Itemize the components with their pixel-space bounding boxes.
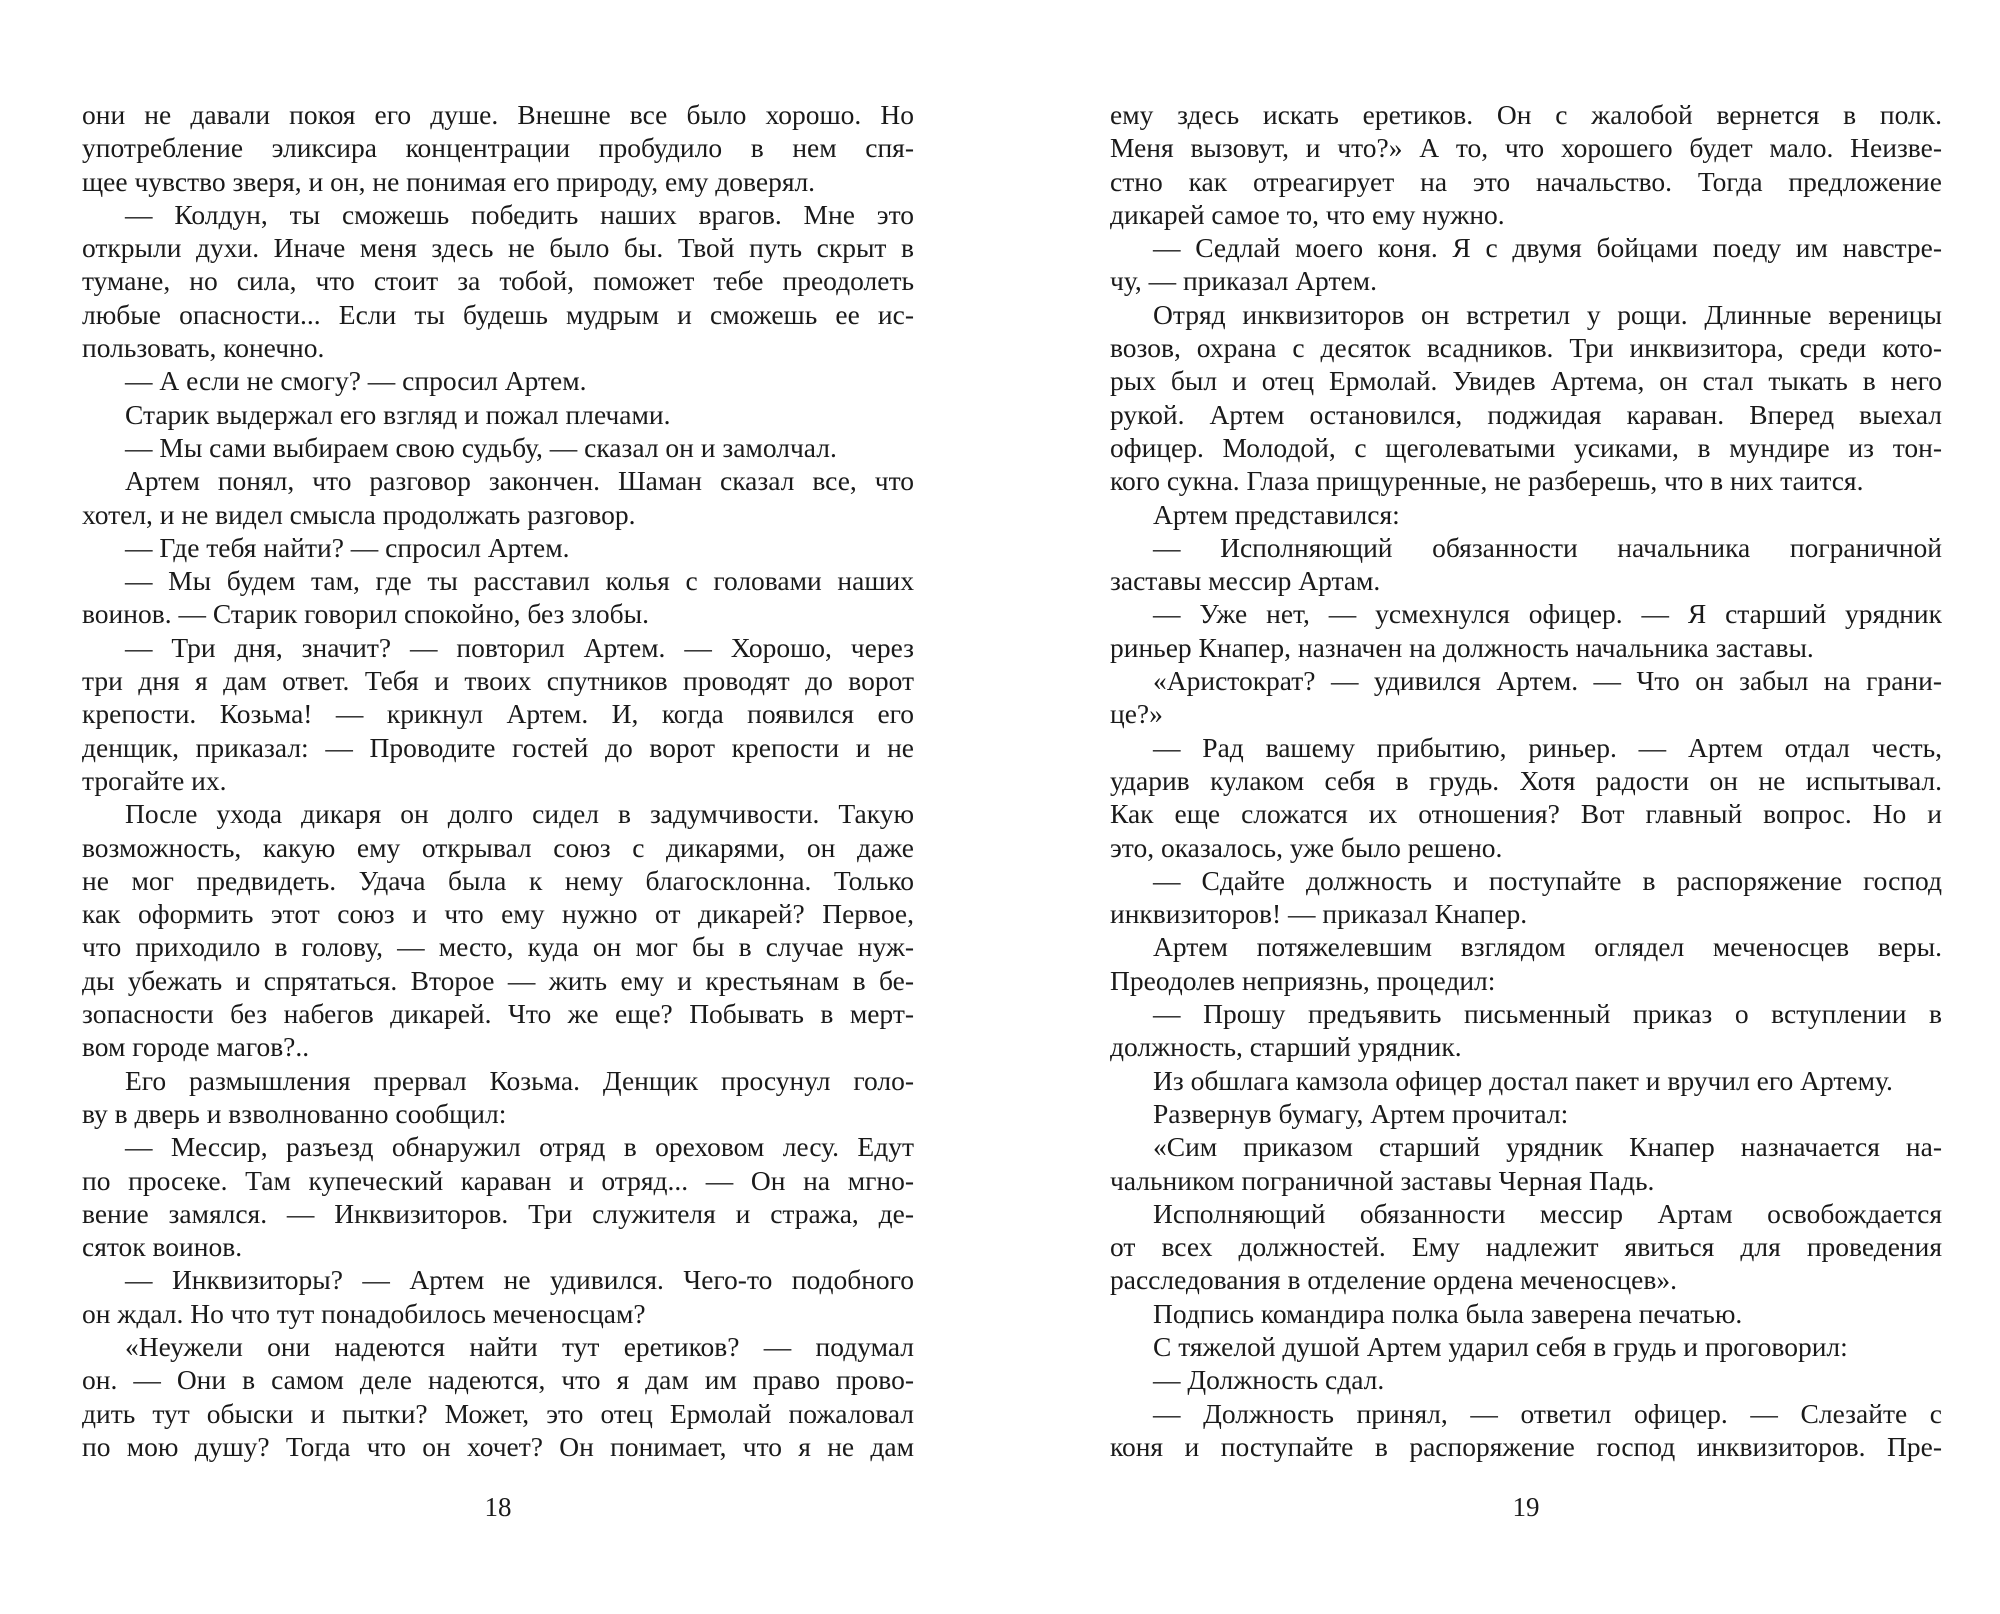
text-line: воинов. — Старик говорил спокойно, без злобы. <box>82 598 649 630</box>
text-line: Как еще сложатся их отношения? Вот главный вопрос. Но и <box>1110 798 1942 830</box>
text-line: любые опасности... Если ты будешь мудрым и сможешь ее ис- <box>82 298 914 330</box>
text-line: открыли духи. Иначе меня здесь не было бы. Твой путь скрыт в <box>82 232 914 264</box>
text-line: хотел, и не видел смысла продолжать разговор. <box>82 498 636 530</box>
text-line: ему здесь искать еретиков. Он с жалобой вернется в полк. <box>1110 99 1942 130</box>
text-line: инквизиторов! — приказал Кнапер. <box>1110 898 1528 930</box>
text-line: — Мессир, разъезд обнаружил отряд в ореховом лесу. Едут <box>125 1131 914 1163</box>
text-line: это, оказалось, уже было решено. <box>1110 831 1503 863</box>
text-line: — Сдайте должность и поступайте в распоряжение господ <box>1153 864 1942 896</box>
text-line: — Должность принял, — ответил офицер. — Слезайте с <box>1153 1397 1942 1429</box>
text-line: дить тут обыски и пытки? Может, это отец Ермолай пожаловал <box>82 1397 914 1429</box>
text-line: он ждал. Но что тут понадобилось меченосцам? <box>82 1297 646 1329</box>
text-line: вение замялся. — Инквизиторов. Три служителя и стража, де- <box>82 1197 914 1229</box>
text-line: расследования в отделение ордена меченосцев». <box>1110 1264 1677 1296</box>
text-line: возможность, какую ему открывал союз с дикарями, он даже <box>82 831 914 863</box>
text-line: Из обшлага камзола офицер достал пакет и вручил его Артему. <box>1153 1064 1893 1096</box>
text-line: как оформить этот союз и что ему нужно от дикарей? Первое, <box>82 898 914 930</box>
left-page-text <box>82 98 914 1463</box>
text-line: заставы мессир Артам. <box>1110 565 1381 597</box>
text-line: сяток воинов. <box>82 1231 243 1263</box>
text-line: пользовать, конечно. <box>82 332 325 364</box>
text-line: риньер Кнапер, назначен на должность начальника заставы. <box>1110 631 1814 663</box>
text-line: С тяжелой душой Артем ударил себя в грудь и проговорил: <box>1153 1330 1848 1362</box>
text-line: должность, старший урядник. <box>1110 1031 1462 1063</box>
text-line: дикарей самое то, что ему нужно. <box>1110 198 1505 230</box>
text-line: Преодолев неприязнь, процедил: <box>1110 964 1496 996</box>
text-line: зопасности без набегов дикарей. Что же еще? Побывать в мерт- <box>82 998 914 1030</box>
text-line: чальником пограничной заставы Черная Падь. <box>1110 1164 1655 1196</box>
text-line: — Три дня, значит? — повторил Артем. — Хорошо, через <box>125 631 914 663</box>
text-line: три дня я дам ответ. Тебя и твоих спутников проводят до ворот <box>82 665 914 697</box>
text-line: трогайте их. <box>82 764 227 796</box>
text-line: — Седлай моего коня. Я с двумя бойцами поеду им навстре- <box>1153 232 1942 264</box>
text-line: — Колдун, ты сможешь победить наших врагов. Мне это <box>125 198 914 230</box>
page-number-left: 18 <box>484 1492 512 1522</box>
text-line: «Неужели они надеются найти тут еретиков? — подумал <box>125 1330 914 1362</box>
text-line: он. — Они в самом деле надеются, что я дам им право прово- <box>82 1364 914 1396</box>
text-line: коня и поступайте в распоряжение господ инквизиторов. Пре- <box>1110 1430 1942 1462</box>
text-line: ударив кулаком себя в грудь. Хотя радости он не испытывал. <box>1110 764 1942 796</box>
text-line: чу, — приказал Артем. <box>1110 265 1377 297</box>
left-page <box>82 98 914 1518</box>
text-line: кого сукна. Глаза прищуренные, не разберешь, что в них таится. <box>1110 465 1864 497</box>
text-line: Артем представился: <box>1153 498 1400 530</box>
text-line: — Где тебя найти? — спросил Артем. <box>125 531 570 563</box>
text-line: возов, охрана с десяток всадников. Три инквизитора, среди кото- <box>1110 332 1942 364</box>
text-line: денщик, приказал: — Проводите гостей до ворот крепости и не <box>82 731 914 763</box>
text-line: — Исполняющий обязанности начальника пограничной <box>1153 531 1942 563</box>
text-line: не мог предвидеть. Удача была к нему благосклонна. Только <box>82 864 914 896</box>
text-line: — Мы сами выбираем свою судьбу, — сказал он и замолчал. <box>125 431 837 463</box>
text-line: Отряд инквизиторов он встретил у рощи. Длинные вереницы <box>1153 298 1942 330</box>
text-line: — Прошу предъявить письменный приказ о вступлении в <box>1153 998 1942 1030</box>
text-line: щее чувство зверя, и он, не понимая его природу, ему доверял. <box>82 165 816 197</box>
text-line: «Сим приказом старший урядник Кнапер назначается на- <box>1153 1131 1942 1163</box>
text-line: Подпись командира полка была заверена печатью. <box>1153 1297 1743 1329</box>
text-line: что приходило в голову, — место, куда он мог бы в случае нуж- <box>82 931 914 963</box>
text-line: — Инквизиторы? — Артем не удивился. Чего-то подобного <box>125 1264 914 1296</box>
text-line: Развернув бумагу, Артем прочитал: <box>1153 1097 1569 1129</box>
text-line: Артем потяжелевшим взглядом оглядел меченосцев веры. <box>1153 931 1942 963</box>
page-number-right: 19 <box>1512 1492 1540 1522</box>
text-line: Артем понял, что разговор закончен. Шаман сказал все, что <box>125 465 914 497</box>
text-line: они не давали покоя его душе. Внешне все было хорошо. Но <box>82 99 914 130</box>
text-line: — Мы будем там, где ты расставил колья с головами наших <box>125 565 914 597</box>
text-line: це?» <box>1110 698 1163 730</box>
text-line: крепости. Козьма! — крикнул Артем. И, когда появился его <box>82 698 914 730</box>
text-line: по просеке. Там купеческий караван и отряд... — Он на мгно- <box>82 1164 914 1196</box>
text-line: Меня вызовут, и что?» А то, что хорошего будет мало. Неизве- <box>1110 132 1942 164</box>
text-line: Исполняющий обязанности мессир Артам освобождается <box>1153 1197 1942 1229</box>
text-line: вом городе магов?.. <box>82 1031 310 1063</box>
text-line: — Рад вашему прибытию, риньер. — Артем отдал честь, <box>1153 731 1942 763</box>
text-line: Его размышления прервал Козьма. Денщик просунул голо- <box>125 1064 914 1096</box>
text-line: — Должность сдал. <box>1153 1364 1385 1396</box>
text-line: тумане, но сила, что стоит за тобой, поможет тебе преодолеть <box>82 265 914 297</box>
text-line: ву в дверь и взволнованно сообщил: <box>82 1097 507 1129</box>
text-line: ды убежать и спрятаться. Второе — жить ему и крестьянам в бе- <box>82 964 914 996</box>
text-line: офицер. Молодой, с щеголеватыми усиками, в мундире из тон- <box>1110 431 1942 463</box>
text-line: — А если не смогу? — спросил Артем. <box>125 365 587 397</box>
text-line: После ухода дикаря он долго сидел в задумчивости. Такую <box>125 798 914 830</box>
text-line: по мою душу? Тогда что он хочет? Он понимает, что я не дам <box>82 1430 914 1462</box>
text-line: стно как отреагирует на это начальство. Тогда предложение <box>1110 165 1942 197</box>
text-line: — Уже нет, — усмехнулся офицер. — Я старший урядник <box>1153 598 1942 630</box>
text-line: Старик выдержал его взгляд и пожал плечами. <box>125 398 671 430</box>
right-page <box>1110 98 1942 1518</box>
text-line: от всех должностей. Ему надлежит явиться для проведения <box>1110 1231 1942 1263</box>
text-line: «Аристократ? — удивился Артем. — Что он забыл на грани- <box>1153 665 1942 697</box>
text-line: употребление эликсира концентрации пробудило в нем спя- <box>82 132 914 164</box>
right-page-text <box>1110 98 1942 1463</box>
text-line: рукой. Артем остановился, поджидая караван. Вперед выехал <box>1110 398 1942 430</box>
text-line: рых был и отец Ермолай. Увидев Артема, он стал тыкать в него <box>1110 365 1942 397</box>
